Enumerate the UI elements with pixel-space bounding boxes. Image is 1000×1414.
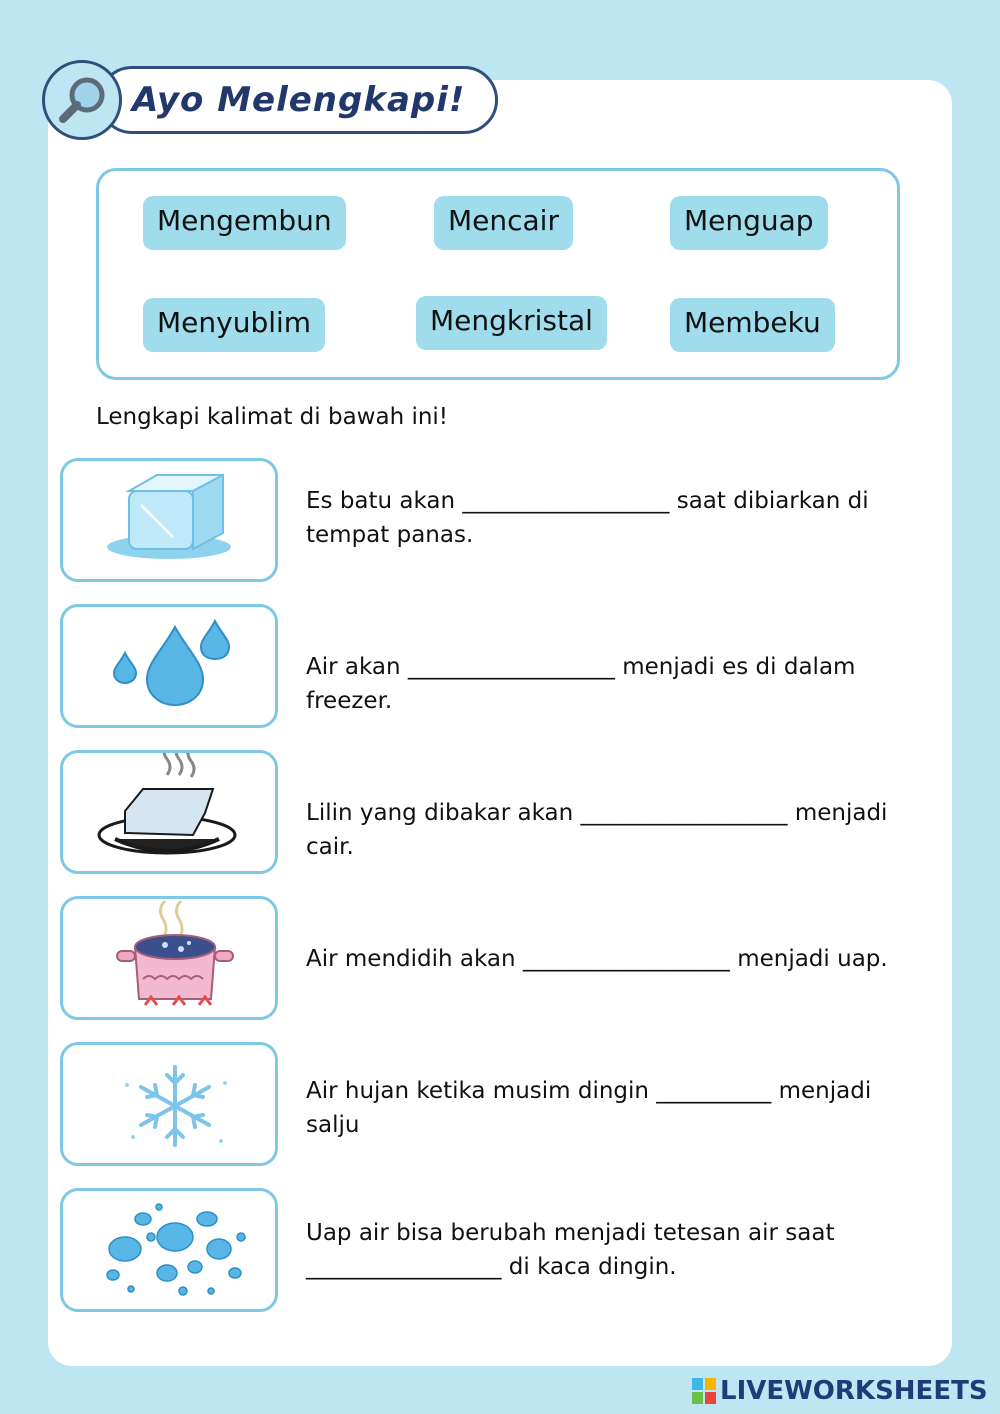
- brand-footer: LIVEWORKSHEETS: [720, 1376, 988, 1406]
- question-6-image: [60, 1188, 278, 1312]
- burning-candle-icon: [63, 753, 275, 871]
- question-1-text: [306, 484, 936, 552]
- word-chip-menguap[interactable]: Menguap: [670, 196, 828, 250]
- condensation-drops-icon: [63, 1191, 275, 1309]
- question-4-image: [60, 896, 278, 1020]
- boiling-pot-icon: [63, 899, 275, 1017]
- question-1-line-1: Es batu akan __________________ saat dibiarkan di: [306, 488, 869, 514]
- question-5-image: [60, 1042, 278, 1166]
- question-2-image: [60, 604, 278, 728]
- question-3-image: [60, 750, 278, 874]
- word-chip-mencair[interactable]: Mencair: [434, 196, 573, 250]
- question-1-image: [60, 458, 278, 582]
- water-drops-icon: [63, 607, 275, 725]
- question-5-line-1: Air hujan ketika musim dingin __________ menjadi: [306, 1078, 872, 1104]
- word-chip-mengkristal[interactable]: Mengkristal: [416, 296, 607, 350]
- magnifier-icon: [53, 71, 113, 131]
- title-badge: [42, 60, 122, 140]
- question-5-line-2: salju: [306, 1112, 360, 1138]
- instruction-text: Lengkapi kalimat di bawah ini!: [96, 404, 449, 430]
- word-chip-membeku[interactable]: Membeku: [670, 298, 835, 352]
- liveworksheets-logo-icon: [692, 1378, 716, 1404]
- question-2-line-1: Air akan __________________ menjadi es di dalam: [306, 654, 856, 680]
- question-6-line-2: _________________ di kaca dingin.: [306, 1254, 677, 1280]
- question-3-text: [306, 796, 936, 864]
- word-chip-menyublim[interactable]: Menyublim: [143, 298, 325, 352]
- word-chip-mengembun[interactable]: Mengembun: [143, 196, 346, 250]
- melting-ice-cube-icon: [63, 461, 275, 579]
- question-2-line-2: freezer.: [306, 688, 393, 714]
- question-6-line-1: Uap air bisa berubah menjadi tetesan air saat: [306, 1220, 835, 1246]
- question-3-line-1: Lilin yang dibakar akan __________________ menjadi: [306, 800, 888, 826]
- question-3-line-2: cair.: [306, 834, 354, 860]
- question-4-text: [306, 942, 936, 976]
- question-2-text: [306, 650, 936, 718]
- snowflake-icon: [63, 1045, 275, 1163]
- page-title: Ayo Melengkapi!: [132, 80, 466, 120]
- question-5-text: [306, 1074, 936, 1142]
- question-4-line-1: Air mendidih akan __________________ menjadi uap.: [306, 946, 888, 972]
- question-1-line-2: tempat panas.: [306, 522, 474, 548]
- question-6-text: [306, 1216, 936, 1284]
